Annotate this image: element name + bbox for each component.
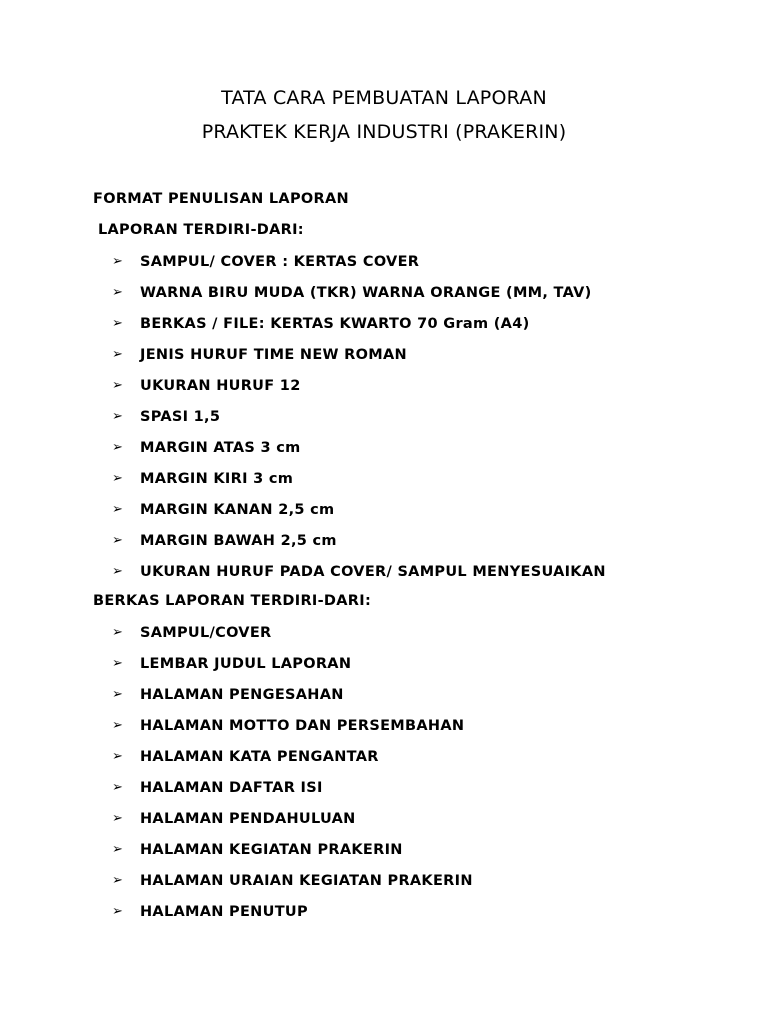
list-item: [112, 779, 473, 810]
list-item-text: MARGIN ATAS 3 cm: [140, 440, 301, 456]
berkas-list: [112, 624, 473, 934]
arrow-bullet-icon: ➢: [112, 749, 123, 764]
arrow-bullet-icon: ➢: [112, 564, 123, 579]
arrow-bullet-icon: ➢: [112, 440, 123, 455]
list-item-text: HALAMAN MOTTO DAN PERSEMBAHAN: [140, 718, 465, 734]
arrow-bullet-icon: ➢: [112, 378, 123, 393]
list-item: [112, 532, 606, 563]
arrow-bullet-icon: ➢: [112, 316, 123, 331]
arrow-bullet-icon: ➢: [112, 873, 123, 888]
list-item-text: BERKAS / FILE: KERTAS KWARTO 70 Gram (A4): [140, 316, 530, 332]
list-item-text: HALAMAN URAIAN KEGIATAN PRAKERIN: [140, 873, 473, 889]
list-item-text: MARGIN KIRI 3 cm: [140, 471, 294, 487]
berkas-heading: BERKAS LAPORAN TERDIRI-DARI:: [93, 593, 372, 609]
list-item: [112, 284, 606, 315]
list-item: [112, 810, 473, 841]
document-title-line-2: PRAKTEK KERJA INDUSTRI (PRAKERIN): [201, 121, 567, 143]
list-item: [112, 655, 473, 686]
arrow-bullet-icon: ➢: [112, 471, 123, 486]
arrow-bullet-icon: ➢: [112, 842, 123, 857]
list-item: [112, 624, 473, 655]
format-list: [112, 253, 606, 594]
arrow-bullet-icon: ➢: [112, 347, 123, 362]
list-item: [112, 408, 606, 439]
list-item-text: HALAMAN PENGESAHAN: [140, 687, 344, 703]
document-title-line-1: TATA CARA PEMBUATAN LAPORAN: [221, 87, 547, 109]
list-item-text: LEMBAR JUDUL LAPORAN: [140, 656, 352, 672]
list-item-text: SPASI 1,5: [140, 409, 221, 425]
list-item: [112, 253, 606, 284]
arrow-bullet-icon: ➢: [112, 656, 123, 671]
arrow-bullet-icon: ➢: [112, 811, 123, 826]
arrow-bullet-icon: ➢: [112, 502, 123, 517]
list-item: [112, 686, 473, 717]
list-item: [112, 439, 606, 470]
list-item: [112, 872, 473, 903]
list-item: [112, 470, 606, 501]
list-item: [112, 748, 473, 779]
format-heading: FORMAT PENULISAN LAPORAN: [93, 191, 349, 207]
list-item: [112, 315, 606, 346]
list-item-text: SAMPUL/COVER: [140, 625, 272, 641]
arrow-bullet-icon: ➢: [112, 625, 123, 640]
list-item: [112, 377, 606, 408]
list-item-text: HALAMAN KEGIATAN PRAKERIN: [140, 842, 403, 858]
arrow-bullet-icon: ➢: [112, 285, 123, 300]
list-item-text: UKURAN HURUF PADA COVER/ SAMPUL MENYESUAIKAN: [140, 564, 606, 580]
list-item: [112, 501, 606, 532]
arrow-bullet-icon: ➢: [112, 409, 123, 424]
list-item-text: UKURAN HURUF 12: [140, 378, 301, 394]
list-item-text: SAMPUL/ COVER : KERTAS COVER: [140, 254, 420, 270]
arrow-bullet-icon: ➢: [112, 254, 123, 269]
arrow-bullet-icon: ➢: [112, 780, 123, 795]
list-item: [112, 563, 606, 594]
list-item-text: HALAMAN KATA PENGANTAR: [140, 749, 379, 765]
arrow-bullet-icon: ➢: [112, 904, 123, 919]
arrow-bullet-icon: ➢: [112, 718, 123, 733]
list-item-text: JENIS HURUF TIME NEW ROMAN: [140, 347, 407, 363]
list-item-text: HALAMAN PENDAHULUAN: [140, 811, 356, 827]
list-item: [112, 346, 606, 377]
list-item-text: MARGIN BAWAH 2,5 cm: [140, 533, 337, 549]
list-item: [112, 717, 473, 748]
list-item-text: HALAMAN DAFTAR ISI: [140, 780, 323, 796]
arrow-bullet-icon: ➢: [112, 533, 123, 548]
arrow-bullet-icon: ➢: [112, 687, 123, 702]
list-item: [112, 841, 473, 872]
laporan-terdiri-subheading: LAPORAN TERDIRI-DARI:: [98, 222, 304, 238]
list-item-text: WARNA BIRU MUDA (TKR) WARNA ORANGE (MM, TAV): [140, 285, 592, 301]
list-item-text: HALAMAN PENUTUP: [140, 904, 308, 920]
list-item-text: MARGIN KANAN 2,5 cm: [140, 502, 335, 518]
list-item: [112, 903, 473, 934]
